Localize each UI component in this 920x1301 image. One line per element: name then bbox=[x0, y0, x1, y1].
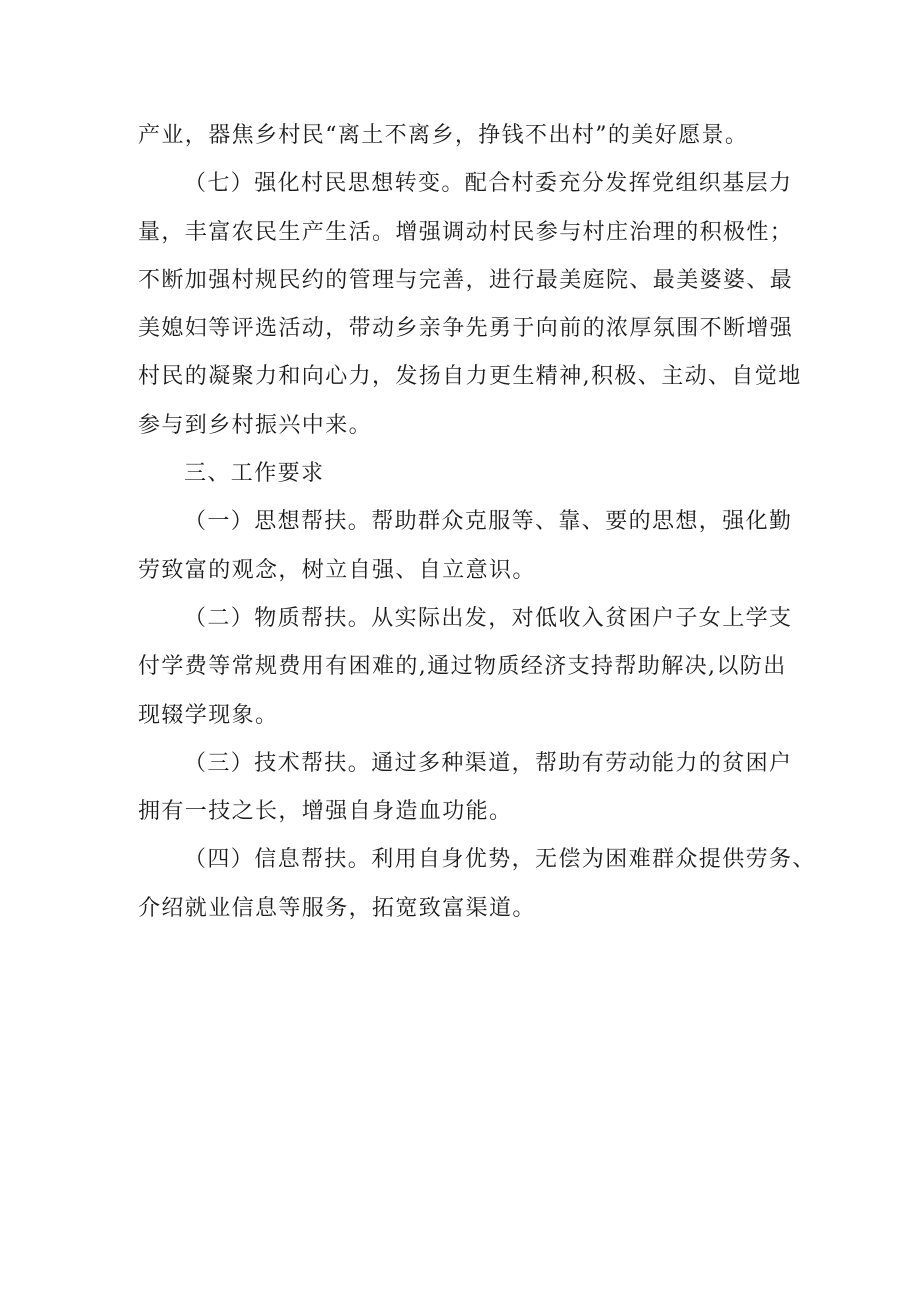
paragraph-7-start: （七）强化村民思想转变。配合村委充分发挥党组织基层力 bbox=[184, 171, 793, 197]
text-line: 量，丰富农民生产生活。增强调动村民参与村庄治理的积极性； bbox=[138, 219, 794, 245]
text-line: 现辍学现象。 bbox=[138, 702, 279, 728]
section-heading: 三、工作要求 bbox=[184, 461, 325, 487]
paragraph-3-start: （三）技术帮扶。通过多种渠道，帮助有劳动能力的贫困户 bbox=[184, 750, 793, 776]
text-line: 美媳妇等评选活动，带动乡亲争先勇于向前的浓厚氛围不断增强 bbox=[138, 316, 794, 342]
text-line: 参与到乡村振兴中来。 bbox=[138, 412, 373, 438]
text-line: 介绍就业信息等服务，拓宽致富渠道。 bbox=[138, 895, 536, 921]
text-line: 劳致富的观念，树立自强、自立意识。 bbox=[138, 557, 536, 583]
text-line: 拥有一技之长，增强自身造血功能。 bbox=[138, 799, 513, 825]
text-line: 产业，器焦乡村民“离土不离乡，挣钱不出村”的美好愿景。 bbox=[138, 123, 749, 148]
paragraph-1-start: （一）思想帮扶。帮助群众克服等、靠、要的思想，强化勤 bbox=[184, 509, 793, 535]
paragraph-2-start: （二）物质帮扶。从实际出发，对低收入贫困户子女上学支 bbox=[184, 605, 793, 631]
text-line: 村民的凝聚力和向心力，发扬自力更生精神,积极、主动、自觉地 bbox=[138, 364, 802, 390]
text-line: 不断加强村规民约的管理与完善，进行最美庭院、最美婆婆、最 bbox=[138, 267, 794, 293]
paragraph-4-start: （四）信息帮扶。利用自身优势，无偿为困难群众提供劳务、 bbox=[184, 847, 816, 873]
text-line: 付学费等常规费用有困难的,通过物质经济支持帮助解决,以防出 bbox=[138, 654, 787, 680]
document-body bbox=[138, 112, 816, 933]
